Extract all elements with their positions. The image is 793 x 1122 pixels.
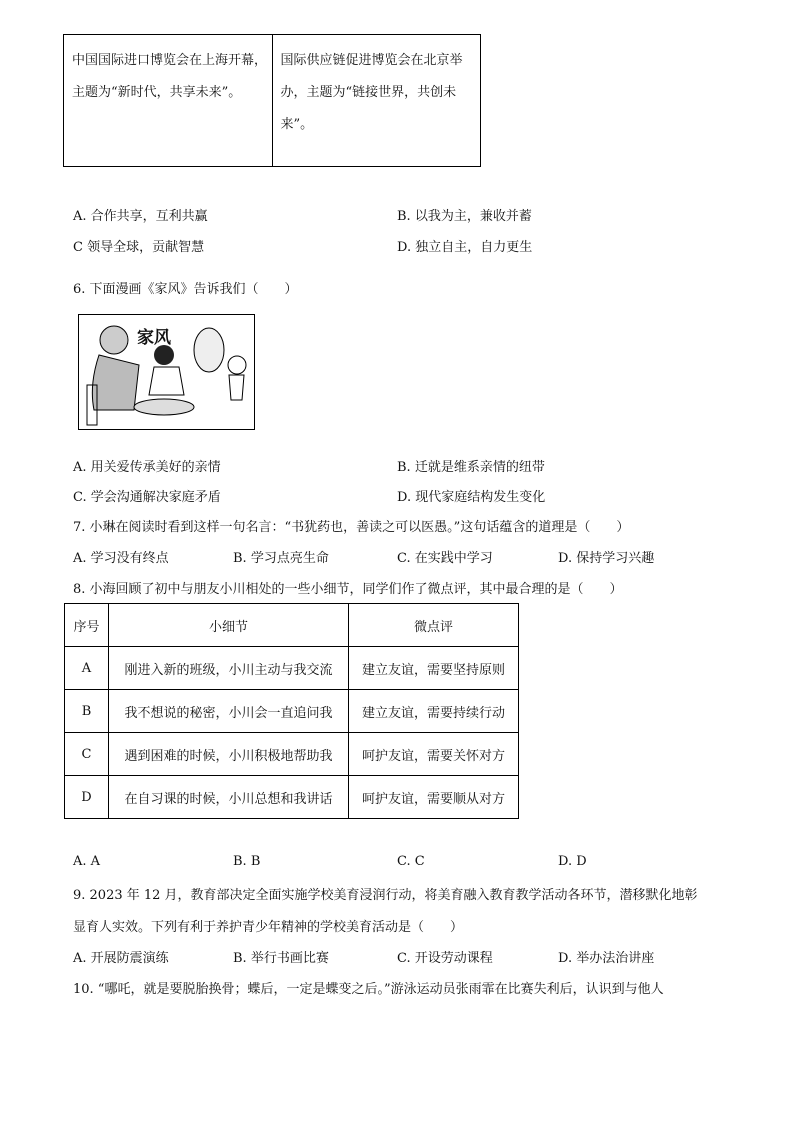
option: D. 举办法治讲座 — [558, 951, 655, 966]
option: C 领导全球，贡献智慧 — [73, 240, 205, 255]
table-header: 小细节 — [109, 604, 349, 647]
table-header: 微点评 — [349, 604, 519, 647]
cell: C — [65, 733, 109, 776]
question-stem: 10. “哪吒，就是要脱胎换骨；蝶后，一定是蝶变之后。”游泳运动员张雨霏在比赛失利后，认识到与他人 — [73, 982, 664, 997]
cell: 呵护友谊，需要关怀对方 — [349, 733, 519, 776]
option: A. 学习没有终点 — [73, 551, 169, 566]
table-header: 序号 — [65, 604, 109, 647]
option: A. 合作共享，互利共赢 — [73, 209, 208, 224]
option: A. 开展防震演练 — [73, 951, 169, 966]
option: A. 用关爱传承美好的亲情 — [73, 460, 221, 475]
option: B. 举行书画比赛 — [233, 951, 329, 966]
option: C. 学会沟通解决家庭矛盾 — [73, 490, 221, 505]
option: D. 独立自主，自力更生 — [397, 240, 533, 255]
option: B. 以我为主，兼收并蓄 — [397, 209, 532, 224]
option: B. 学习点亮生命 — [233, 551, 329, 566]
option: D. 现代家庭结构发生变化 — [397, 490, 546, 505]
table-row — [65, 647, 519, 690]
cell: 刚进入新的班级，小川主动与我交流 — [109, 647, 349, 690]
cell: D — [65, 776, 109, 819]
option: C. C — [397, 854, 425, 869]
cell: 建立友谊，需要坚持原则 — [349, 647, 519, 690]
comic-image — [78, 314, 255, 430]
option: B. 迁就是维系亲情的纽带 — [397, 460, 545, 475]
cell: 我不想说的秘密，小川会一直追问我 — [109, 690, 349, 733]
material-cell: 国际供应链促进博览会在北京举办，主题为“链接世界，共创未来”。 — [272, 35, 481, 166]
cell: A — [65, 647, 109, 690]
cell: 遇到困难的时候，小川积极地帮助我 — [109, 733, 349, 776]
option: B. B — [233, 854, 261, 869]
question-stem: 显育人实效。下列有利于养护青少年精神的学校美育活动是（ ） — [73, 920, 464, 935]
question-stem: 9. 2023 年 12 月，教育部决定全面实施学校美育浸润行动，将美育融入教育教学活动各环节，潜移默化地彰 — [73, 888, 698, 903]
table-row — [65, 776, 519, 819]
table-row — [65, 733, 519, 776]
table-row — [65, 690, 519, 733]
q8-table — [64, 603, 519, 819]
option: D. D — [558, 854, 587, 869]
cell: B — [65, 690, 109, 733]
question-stem: 8. 小海回顾了初中与朋友小川相处的一些小细节，同学们作了微点评，其中最合理的是（ ） — [73, 582, 623, 597]
option: A. A — [73, 854, 101, 869]
comic-title: 家风 — [137, 328, 171, 348]
option: D. 保持学习兴趣 — [558, 551, 655, 566]
option: C. 开设劳动课程 — [397, 951, 493, 966]
cell: 在自习课的时候，小川总想和我讲话 — [109, 776, 349, 819]
material-cell: 中国国际进口博览会在上海开幕，主题为“新时代，共享未来”。 — [72, 53, 268, 100]
cell: 呵护友谊，需要顺从对方 — [349, 776, 519, 819]
question-stem: 6. 下面漫画《家风》告诉我们（ ） — [73, 282, 298, 297]
option: C. 在实践中学习 — [397, 551, 493, 566]
question-stem: 7. 小琳在阅读时看到这样一句名言：“书犹药也，善读之可以医愚。”这句话蕴含的道理是（ ） — [73, 520, 630, 535]
q5-material-table — [63, 34, 481, 167]
cell: 建立友谊，需要持续行动 — [349, 690, 519, 733]
